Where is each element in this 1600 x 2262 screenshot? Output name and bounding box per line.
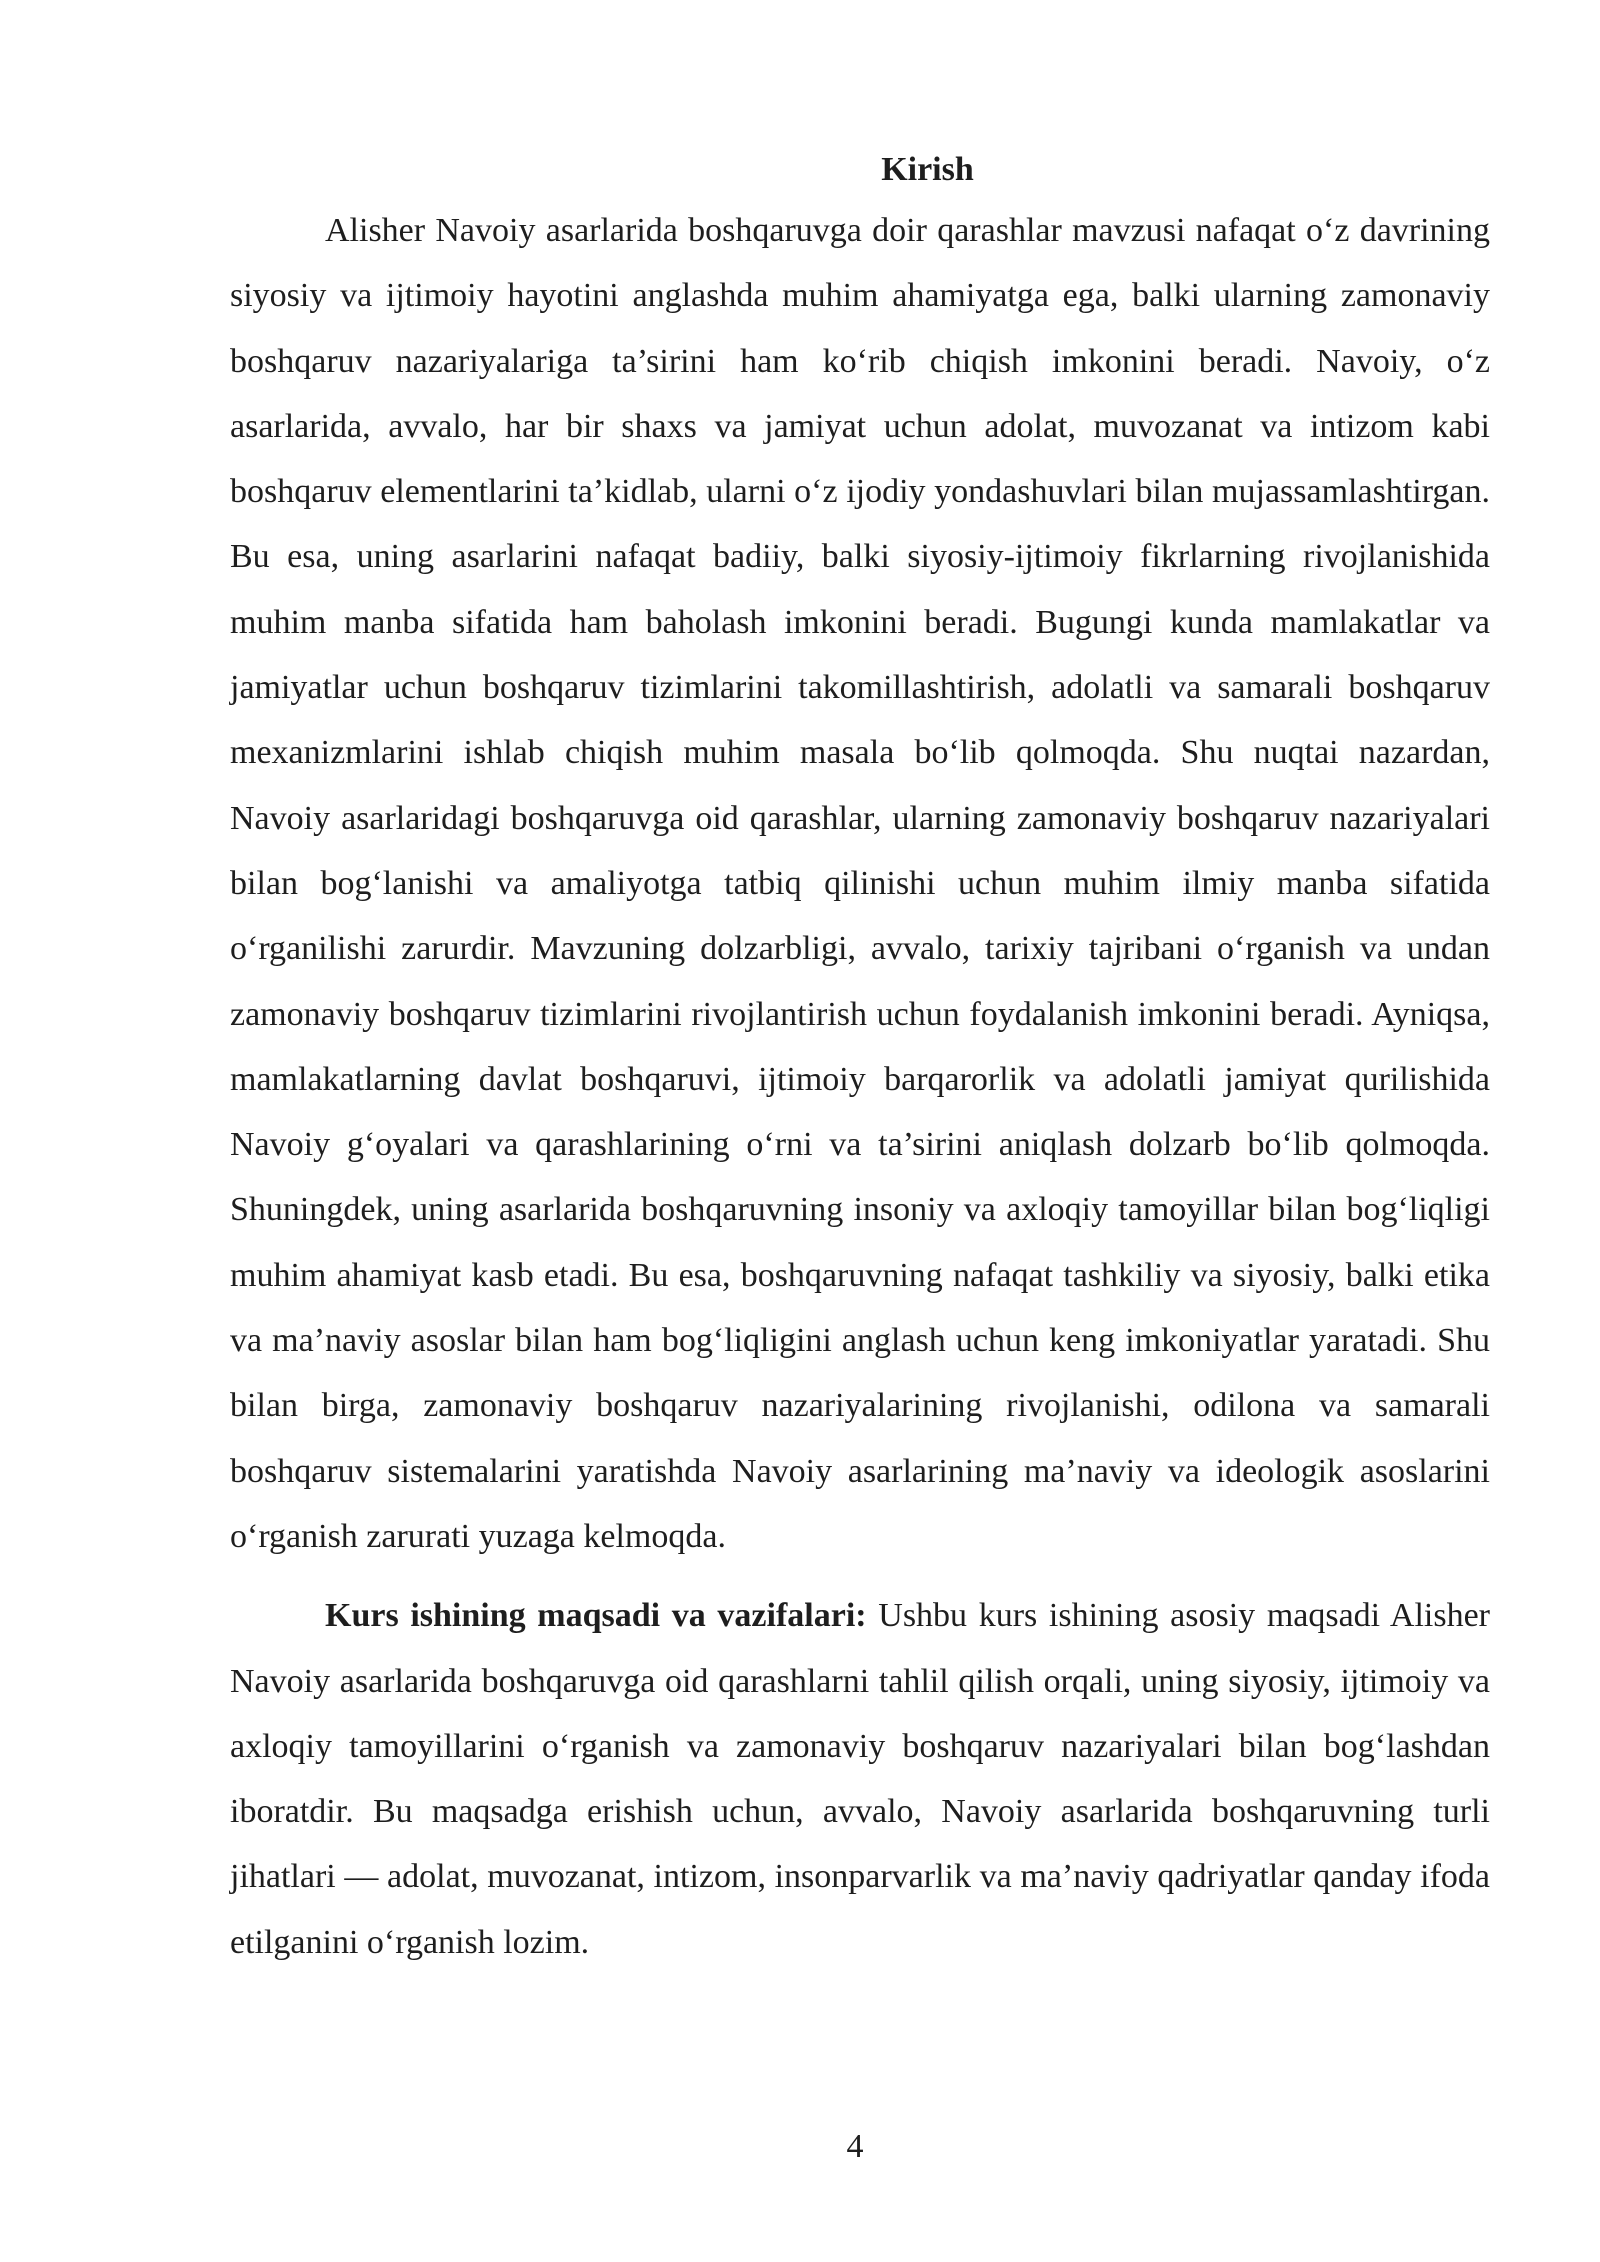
intro-paragraph: Alisher Navoiy asarlarida boshqaruvga doir qarashlar mavzusi nafaqat o‘z davrining siyosiy va ijtimoiy hayotini anglashda muhim ahamiyatga ega, balki ularning zamonaviy boshqaruv nazariyalariga ta’sirini ham ko‘rib chiqish imkonini beradi. Navoiy, o‘z asarlarida, avvalo, har bir shaxs va jamiyat uchun adolat, muvozanat va intizom kabi boshqaruv elementlarini ta’kidlab, ularni o‘z ijodiy yondashuvlari bilan mujassamlashtirgan. Bu esa, uning asarlarini nafaqat badiiy, balki siyosiy-ijtimoiy fikrlarning rivojlanishida muhim manba sifatida ham baholash imkonini beradi. Bugungi kunda mamlakatlar va jamiyatlar uchun boshqaruv tizimlarini takomillashtirish, adolatli va samarali boshqaruv mexanizmlarini ishlab chiqish muhim masala bo‘lib qolmoqda. Shu nuqtai nazardan, Navoiy asarlaridagi boshqaruvga oid qarashlar, ularning zamonaviy boshqaruv nazariyalari bilan bog‘lanishi va amaliyotga tatbiq qilinishi uchun muhim ilmiy manba sifatida o‘rganilishi zarurdir. Mavzuning dolzarbligi, avvalo, tarixiy tajribani o‘rganish va undan zamonaviy boshqaruv tizimlarini rivojlantirish uchun foydalanish imkonini beradi. Ayniqsa, mamlakatlarning davlat boshqaruvi, ijtimoiy barqarorlik va adolatli jamiyat qurilishida Navoiy g‘oyalari va qarashlarining o‘rni va ta’sirini aniqlash dolzarb bo‘lib qolmoqda. Shuningdek, uning asarlarida boshqaruvning insoniy va axloqiy tamoyillar bilan bog‘liqligi muhim ahamiyat kasb etadi. Bu esa, boshqaruvning nafaqat tashkiliy va siyosiy, balki etika va ma’naviy asoslar bilan ham bog‘liqligini anglash uchun keng imkoniyatlar yaratadi. Shu bilan birga, zamonaviy boshqaruv nazariyalarining rivojlanishi, odilona va samarali boshqaruv sistemalarini yaratishda Navoiy asarlarining ma’naviy va ideologik asoslarini o‘rganish zarurati yuzaga kelmoqda. — [230, 212, 1490, 1555]
goals-text: Ushbu kurs ishining asosiy maqsadi Alisher Navoiy asarlarida boshqaruvga oid qarashlarni tahlil qilish orqali, uning siyosiy, ijtimoiy va axloqiy tamoyillarini o‘rganish va zamonaviy boshqaruv nazariyalari bilan bog‘lashdan iboratdir. Bu maqsadga erishish uchun, avvalo, Navoiy asarlarida boshqaruvning turli jihatlari — adolat, muvozanat, intizom, insonparvarlik va ma’naviy qadriyatlar qanday ifoda etilganini o‘rganish lozim. — [230, 1597, 1490, 1961]
page-content — [230, 150, 1490, 1975]
goals-paragraph — [230, 1583, 1490, 1975]
page-number: 4 — [846, 2128, 864, 2165]
goals-heading: Kurs ishining maqsadi va vazifalari: — [325, 1597, 867, 1635]
section-title: Kirish — [881, 151, 974, 188]
